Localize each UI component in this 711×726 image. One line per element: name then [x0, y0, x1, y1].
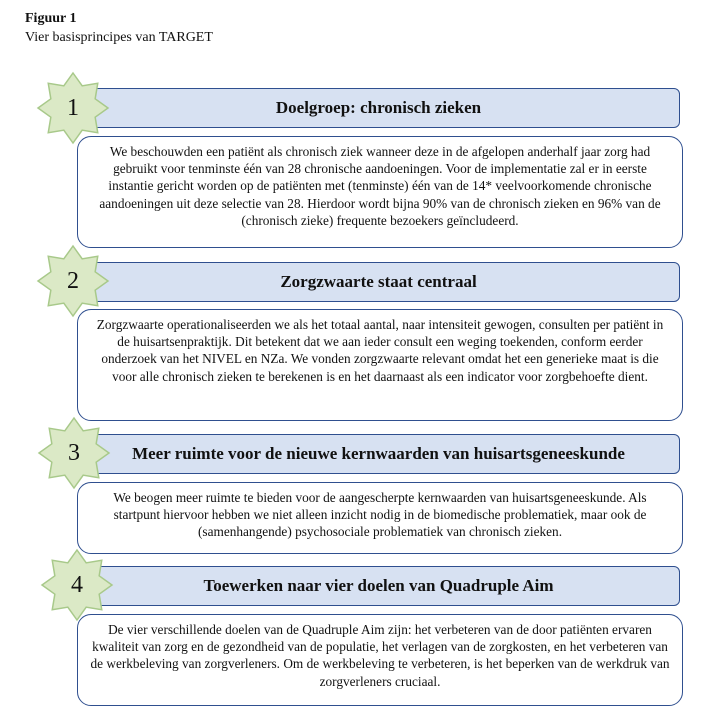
principle-2-star-badge — [36, 244, 110, 318]
principle-4-title: Toewerken naar vier doelen van Quadruple Aim — [203, 576, 554, 595]
principle-4-text: De vier verschillende doelen van de Quadruple Aim zijn: het verbeteren van de door patiënten ervaren kwaliteit van zorg en de gezondheid van de populatie, het verlagen van de zorgkosten, en het verbeteren van de werkbeleving van zorgverleners. Om de werkbeleving te verbeteren, is het beperken van de werkdruk van zorgverleners cruciaal. — [90, 622, 670, 689]
principle-3-text: We beogen meer ruimte te bieden voor de aangescherpte kernwaarden van huisartsgeneeskunde. Als startpunt hiervoor hebben we niet alleen inzicht nodig in de biomedische problematiek, maar ook de (samenhangende) psychosociale problematiek van chronisch zieken. — [113, 490, 647, 540]
principle-4-star-badge — [40, 548, 114, 622]
principle-2-text: Zorgzwaarte operationaliseerden we als het totaal aantal, naar intensiteit gewogen, consulten per patiënt in de huisartsenpraktijk. Dit betekent dat we aan ieder consult een weging toekenden, conform eerder onderzoek van het NIVEL en NZa. We vonden zorgzwaarte relevant omdat het een generieke maat is die voor alle chronisch zieken te berekenen is en het daarnaast als een indicator voor zorgbehoefte dient. — [96, 317, 664, 384]
principle-2-header — [77, 262, 680, 302]
principle-1-body — [77, 136, 683, 248]
principle-3-header — [77, 434, 680, 474]
principle-1-text: We beschouwden een patiënt als chronisch ziek wanneer deze in de afgelopen anderhalf jaar zorg had gebruikt voor tenminste één van 28 chronische aandoeningen. Voor de implementatie zal er in eerste instantie gericht worden op de patiënten met (tenminste) één van de 14* veelvoorkomende chronische aandoeningen uit deze selectie van 28. Hierdoor wordt bijna 90% van de chronisch zieken en 96% van de (chronisch zieke) frequente bezoekers geïncludeerd. — [99, 144, 661, 228]
principle-2-title: Zorgzwaarte staat centraal — [280, 272, 477, 291]
principle-4-number: 4 — [71, 571, 83, 598]
principle-1-header — [77, 88, 680, 128]
principle-3-star-badge — [37, 416, 111, 490]
principle-4-header — [77, 566, 680, 606]
principle-3-body — [77, 482, 683, 554]
principle-4-body — [77, 614, 683, 706]
figure-label: Figuur 1 — [25, 11, 77, 26]
principle-1-number: 1 — [67, 94, 79, 121]
principle-1-star-badge — [36, 71, 110, 145]
principle-3-number: 3 — [68, 439, 80, 466]
principle-3-title: Meer ruimte voor de nieuwe kernwaarden van huisartsgeneeskunde — [132, 444, 625, 463]
principle-2-body — [77, 309, 683, 421]
figure-caption: Vier basisprincipes van TARGET — [25, 30, 213, 45]
principle-2-number: 2 — [67, 267, 79, 294]
principle-1-title: Doelgroep: chronisch zieken — [275, 98, 482, 117]
